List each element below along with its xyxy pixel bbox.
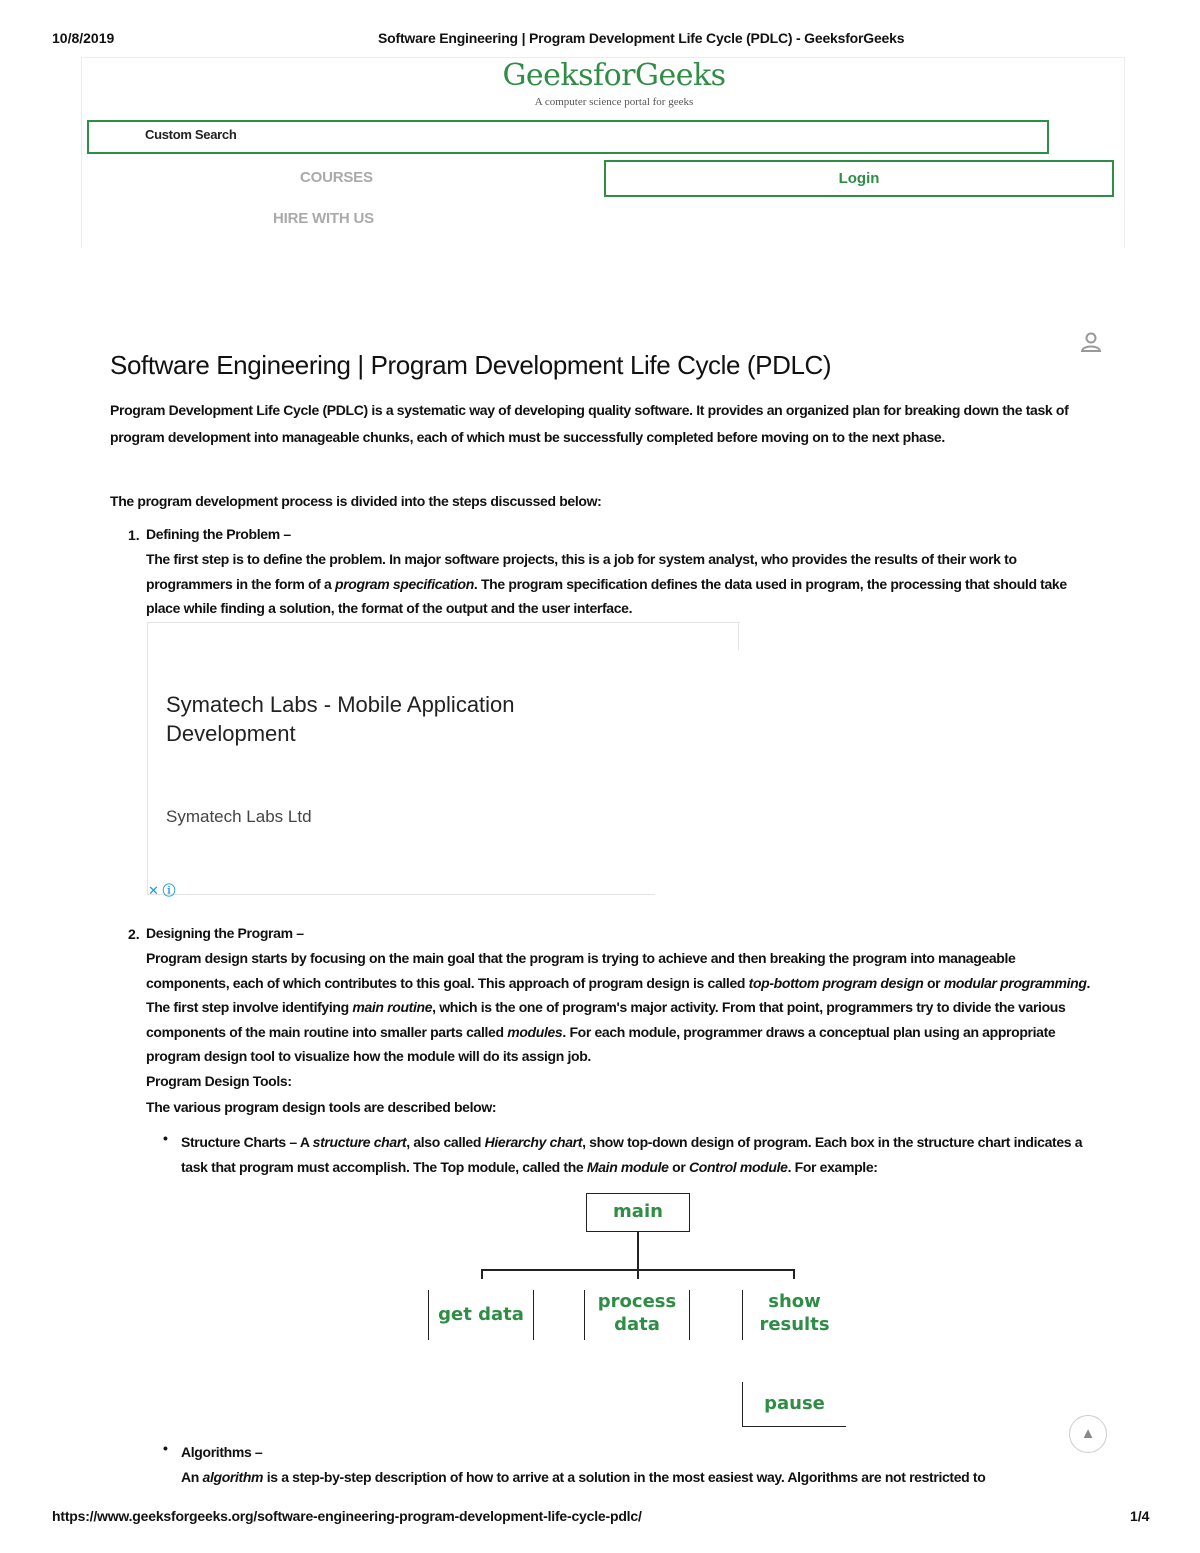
step2-italic: modular programming xyxy=(943,974,1087,991)
steps-intro: The program development process is divided into the steps discussed below: xyxy=(110,493,602,509)
sc-text-part: , also called xyxy=(406,1134,485,1150)
step1-text-b: . The program specification defines the data used in program, the processing that should take place while finding a solution, the format of the output and the user interface. xyxy=(146,575,1067,616)
diagram-connector xyxy=(793,1269,795,1279)
step2-text-part: or xyxy=(923,974,944,991)
scroll-to-top-icon[interactable]: ▲ xyxy=(1069,1415,1107,1453)
article-title: Software Engineering | Program Development Life Cycle (PDLC) xyxy=(110,350,832,380)
step2-text-part: . The first step involve identifying xyxy=(146,974,1091,1015)
step2-number: 2. xyxy=(128,926,140,942)
step1-number: 1. xyxy=(128,527,140,543)
ad-container[interactable] xyxy=(147,622,740,895)
step2-italic: top-bottom program design xyxy=(748,974,924,991)
step2-italic: main routine xyxy=(352,999,433,1015)
site-logo[interactable]: GeeksforGeeks xyxy=(502,58,726,93)
diagram-box-pause: pause xyxy=(742,1382,846,1427)
sc-italic: Main module xyxy=(586,1158,669,1175)
site-tagline: A computer science portal for geeks xyxy=(534,96,694,108)
ad-title[interactable]: Symatech Labs - Mobile Application Development xyxy=(166,692,515,746)
intro-text: is a systematic way of developing quality software. It provides an organized plan for breaking down the task of program development into manageable chunks, each of which must be successfully completed before moving on to the next phase. xyxy=(110,402,1069,445)
step1-italic: program specification xyxy=(335,575,474,592)
ad-border xyxy=(147,894,655,895)
diagram-box-get-data: get data xyxy=(428,1290,534,1340)
nav-hire-with-us-link[interactable]: HIRE WITH US xyxy=(273,210,374,227)
ad-border xyxy=(738,622,739,650)
diagram-box-show-results xyxy=(742,1290,846,1340)
sc-italic: structure chart xyxy=(312,1134,407,1150)
intro-term: Program Development Life Cycle (PDLC) xyxy=(110,402,368,418)
diagram-connector xyxy=(637,1269,639,1279)
step2-text-part: . For each module, programmer draws a conceptual plan using an appropriate program design tool to visualize how the module will do its assign job. xyxy=(146,1023,1056,1064)
sc-italic: Hierarchy chart xyxy=(484,1134,583,1150)
step1-text-a: The first step is to define the problem. In major software projects, this is a job for system analyst, who provides the results of their work to programmers in the form of a xyxy=(146,551,1017,592)
search-placeholder: Custom Search xyxy=(145,127,237,142)
sc-text-part: A xyxy=(296,1134,313,1150)
step2-heading: Designing the Program – xyxy=(146,925,304,941)
design-tools-intro: The various program design tools are described below: xyxy=(146,1099,497,1115)
sc-text-part: , show top-down design of program. Each box in the structure chart indicates a task that program must accomplish. The Top module, called the xyxy=(181,1134,1083,1175)
algorithms-heading: Algorithms – xyxy=(181,1444,263,1460)
diagram-box-main: main xyxy=(586,1193,690,1232)
ad-close-icon[interactable]: ✕ ⓘ xyxy=(148,883,176,898)
user-icon[interactable] xyxy=(1080,331,1102,353)
print-url: https://www.geeksforgeeks.org/software-engineering-program-development-life-cycle-pdlc/ xyxy=(52,1508,642,1524)
diagram-box-process-data xyxy=(584,1290,690,1340)
bullet-icon: • xyxy=(163,1440,168,1456)
diagram-label: results xyxy=(759,1314,830,1335)
diagram-label: data xyxy=(614,1314,660,1335)
nav-courses-link[interactable]: COURSES xyxy=(300,169,373,186)
algorithms-text xyxy=(181,1465,1096,1490)
structure-charts-text xyxy=(181,1130,1096,1179)
sc-text-part: . For example: xyxy=(787,1158,878,1175)
diagram-label: show xyxy=(768,1291,821,1312)
diagram-connector xyxy=(481,1269,483,1279)
bullet-icon: • xyxy=(163,1130,168,1146)
step1-heading: Defining the Problem – xyxy=(146,526,291,542)
diagram-connector xyxy=(637,1232,639,1269)
step2-text-part: , which is the one of program's major activity. From that point, programmers try to divide the various components of the main routine into smaller parts called xyxy=(146,999,1066,1040)
step2-text xyxy=(146,946,1096,1069)
print-date: 10/8/2019 xyxy=(52,30,115,46)
ad-company: Symatech Labs Ltd xyxy=(166,807,312,826)
step2-text-part: Program design starts by focusing on the main goal that the program is trying to achieve and then breaking the program into manageable components, each of which contributes to this goal. This approach of program design is called xyxy=(146,950,1016,991)
alg-italic: algorithm xyxy=(202,1469,264,1485)
sc-text-part: or xyxy=(668,1158,690,1175)
search-input[interactable] xyxy=(87,120,1049,154)
diagram-label: process xyxy=(597,1291,677,1312)
structure-charts-heading: Structure Charts – xyxy=(181,1134,297,1150)
design-tools-heading: Program Design Tools: xyxy=(146,1073,292,1089)
sc-italic: Control module xyxy=(689,1158,788,1175)
login-button[interactable]: Login xyxy=(604,160,1114,197)
intro-paragraph xyxy=(110,397,1095,451)
step1-text xyxy=(146,547,1096,621)
alg-text-part: An xyxy=(181,1469,203,1485)
alg-text-part: is a step-by-step description of how to arrive at a solution in the most easiest way. Algorithms are not restricted to xyxy=(263,1469,986,1485)
step2-italic: modules xyxy=(507,1023,563,1040)
print-title: Software Engineering | Program Development Life Cycle (PDLC) - GeeksforGeeks xyxy=(378,30,905,46)
print-page-number: 1/4 xyxy=(1130,1508,1150,1524)
